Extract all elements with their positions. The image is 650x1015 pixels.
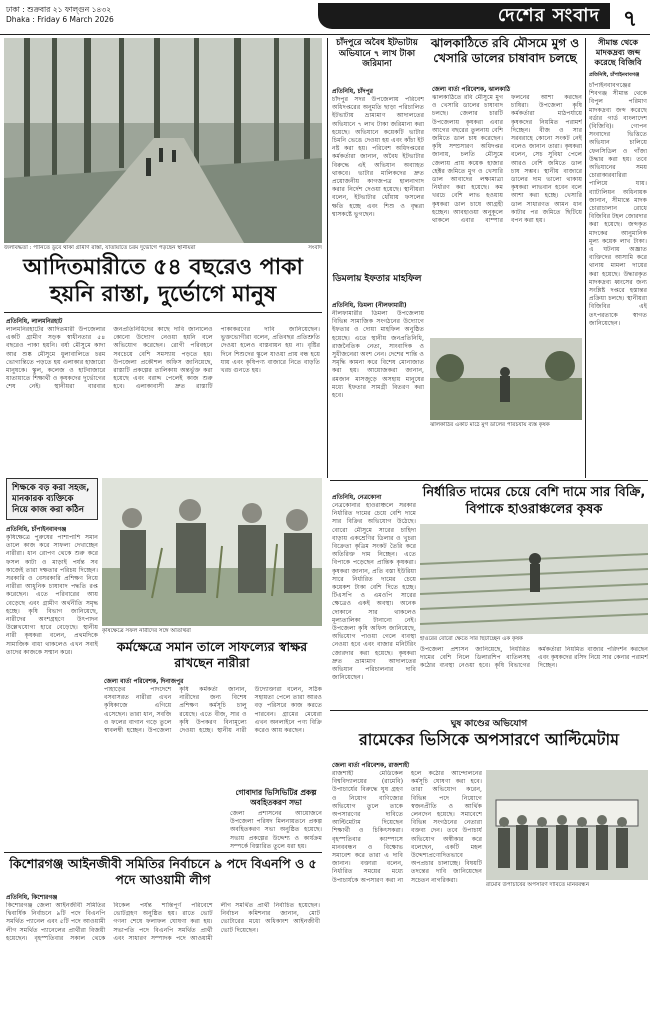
fertilizer-photo-caption: হাওরের বোরো ক্ষেতে সার ছিটাচ্ছেন এক কৃষক [420, 636, 523, 642]
lawyers-byline: প্রতিনিধি, কিশোরগঞ্জ [6, 894, 58, 901]
quote-box: শিক্ষকে বড় করা সহজ, মানকারক ব্যক্তিকে নিয়ে কাজ করা কঠিন [6, 478, 98, 520]
women-photo-caption: কৃষিক্ষেত্রে সফল নারীদের সঙ্গে অতিথিরা [102, 628, 191, 634]
fertilizer-body: নেত্রকোনার হাওরাঞ্চলে সরকার নির্ধারিত দামের চেয়ে বেশি দামে সার বিক্রির অভিযোগ উঠেছে। বোরো মৌসুমে সারের চাহিদা বাড়ায় একশ্রেণির ডিলার ও খুচরা বিক্রেতা কৃত্রিম সংকট তৈরি করে অতিরিক্ত দাম নিচ্ছেন। এতে বিপাকে পড়েছেন প্রান্তিক কৃষকরা। কৃষকরা জানান, প্রতি বস্তা ইউরিয়া সারে নির্ধারিত দামের চেয়ে কয়েকশ টাকা বেশি দিতে হচ্ছে। টিএসপি ও এমওপি সারের ক্ষেত্রেও একই অবস্থা। অনেক দোকানে সার থাকলেও মূল্যতালিকা টানানো নেই। উপজেলা কৃষি অফিস জানিয়েছে, অভিযোগ পাওয়া গেলে ব্যবস্থা নেওয়া হবে এবং বাজার মনিটরিং জোরদার করা হয়েছে। কৃষকরা দ্রুত ভ্রাম্যমাণ আদালতের অভিযান পরিচালনার দাবি জানিয়েছেন। [332, 502, 416, 682]
iftar-byline: প্রতিনিধি, ডিমলা (নীলফামারী) [332, 302, 407, 309]
dateline [6, 5, 114, 25]
notice-body: জেলা প্রশাসনের আয়োজনে উপজেলা পরিষদ মিলনায়তনে প্রকল্প অবহিতকরণ সভা অনুষ্ঠিত হয়েছে। সভায় প্রকল্পের উদ্দেশ্য ও কার্যক্রম সম্পর্কে বিস্তারিত তুলে ধরা হয়। [230, 810, 322, 850]
lead-photo-caption: জলাবদ্ধতা : পানিতে ডুবে থাকা গ্রামীণ রাস্তা, যাতায়াতে চরম দুর্ভোগে পড়ছেন স্থানীয়রা [4, 245, 196, 251]
lead-byline: প্রতিনিধি, লালমনিরহাট [6, 318, 63, 325]
date-english: Dhaka : Friday 6 March 2026 [6, 15, 114, 24]
fertilizer-byline: প্রতিনিধি, নেত্রকোনা [332, 494, 382, 501]
women-photo [102, 478, 322, 626]
fine-byline: প্রতিনিধি, চাঁদপুর [332, 88, 373, 95]
lead-photo-credit: সংবাদ [308, 245, 322, 251]
iftar-body: নীলফামারীর ডিমলা উপজেলায় বিভিন্ন সামাজিক সংগঠনের উদ্যোগে ইফতার ও দোয়া মাহফিল অনুষ্ঠিত হয়েছে। এতে স্থানীয় জনপ্রতিনিধি, রাজনৈতিক নেতা, সাংবাদিক ও সুধীজনেরা অংশ নেন। দেশের শান্তি ও সমৃদ্ধি কামনা করে বিশেষ মোনাজাত করা হয়। আয়োজকরা জানান, রমজান মাসজুড়ে অসহায় মানুষের মধ্যে ইফতার সামগ্রী বিতরণ করা হবে। [332, 310, 424, 400]
lentil-byline: জেলা বার্তা পরিবেশক, ঝালকাঠি [432, 86, 511, 93]
women-byline: প্রতিনিধি, চাঁপাইনবাবগঞ্জ [6, 526, 67, 533]
col-divider-left [327, 38, 328, 478]
ramek-byline: জেলা বার্তা পরিবেশক, রাজশাহী [332, 762, 410, 769]
lawyers-headline: কিশোরগঞ্জ আইনজীবী সমিতির নির্বাচনে ৯ পদে বিএনপি ও ৫ পদে আওয়ামী লীগ [9, 856, 317, 887]
lawyers-body: কিশোরগঞ্জ জেলা আইনজীবী সমিতির দ্বিবার্ষিক নির্বাচনে ৯টি পদে বিএনপি সমর্থিত প্যানেল এবং ৫টি পদে আওয়ামী লীগ সমর্থিত প্যানেলের প্রার্থীরা বিজয়ী হয়েছেন। বৃহস্পতিবার সকাল থেকে বিকেল পর্যন্ত শান্তিপূর্ণ পরিবেশে ভোটগ্রহণ অনুষ্ঠিত হয়। রাতে ভোট গণনা শেষে ফলাফল ঘোষণা করা হয়। সভাপতি পদে বিএনপি সমর্থিত প্রার্থী এবং সাধারণ সম্পাদক পদে আওয়ামী লীগ সমর্থিত প্রার্থী নির্বাচিত হয়েছেন। নির্বাচন কমিশনার জানান, মোট ভোটারের মধ্যে অধিকাংশ আইনজীবী ভোট দিয়েছেন। [6, 902, 320, 942]
women-body2: পাহাড়ের পাদদেশে বসবাসরত নারীরা এখন কৃষিকাজে এগিয়ে এসেছেন। তারা ধান, সবজি ও ফলের বাগান গড়ে তুলে স্বাবলম্বী হচ্ছেন। উপজেলা কৃষি কর্মকর্তা জানান, নারীদের জন্য বিশেষ প্রশিক্ষণ কর্মসূচি চালু রয়েছে। এতে বীজ, সার ও কৃষি উপকরণ বিনামূল্যে দেওয়া হচ্ছে। স্থানীয় নারী উদ্যোক্তারা বলেন, সঠিক সহায়তা পেলে তারা আরও বড় পরিসরে কাজ করতে পারবেন। গ্রামের মেয়েরা এখন অনলাইনে পণ্য বিক্রি করেও আয় করছেন। [104, 686, 322, 735]
lead-body: লালমনিরহাটের আদিতমারী উপজেলার একটি গ্রামীণ সড়ক স্বাধীনতার ৫৪ বছরেও পাকা হয়নি। বর্ষা মৌসুমে কাদা আর শুষ্ক মৌসুমে ধুলাবালিতে চরম ভোগান্তিতে পড়তে হয় এলাকার হাজারো মানুষকে। স্কুল, কলেজ ও হাটবাজারে যাতায়াতে শিক্ষার্থী ও কৃষকদের দুর্ভোগের শেষ নেই। স্থানীয়রা বারবার জনপ্রতিনিধিদের কাছে দাবি জানালেও কোনো উদ্যোগ নেওয়া হয়নি বলে অভিযোগ করেছেন। রোগী পরিবহনে সবচেয়ে বেশি সমস্যায় পড়তে হয়। উপজেলা প্রকৌশল অফিস জানিয়েছে, রাস্তাটি প্রকল্পের তালিকায় অন্তর্ভুক্ত করা হয়েছে এবং বরাদ্দ পেলেই কাজ শুরু হবে। এলাকাবাসী দ্রুত রাস্তাটি পাকাকরণের দাবি জানিয়েছেন। ভুক্তভোগীরা বলেন, প্রতিবছর প্রতিশ্রুতি দেওয়া হলেও বাস্তবায়ন হয় না। বৃষ্টির দিনে শিশুদের স্কুলে যাওয়া প্রায় বন্ধ হয়ে যায় এবং কৃষিপণ্য বাজারে নিতে বাড়তি খরচ গুনতে হয়। [6, 326, 320, 391]
lawyers-rule [4, 852, 322, 853]
page-number: ৭ [622, 7, 638, 32]
iftar-headline: ডিমলায় ইফতার মাহফিল [332, 274, 422, 284]
lead-photo [4, 38, 322, 243]
lead-rule [4, 312, 322, 313]
fine-headline: চাঁদপুরে অবৈধ ইটভাটায় অভিযানে ৭ লাখ টাকা জরিমানা [336, 38, 418, 69]
women-body: কৃষিক্ষেত্রে পুরুষের পাশাপাশি সমান তালে কাজ করে সাফল্য দেখাচ্ছেন নারীরা। ধান রোপণ থেকে শুরু করে ফসল কাটা ও মাড়াই পর্যন্ত সব কাজেই তারা দক্ষতার পরিচয় দিচ্ছেন। সরকারি ও বেসরকারি প্রশিক্ষণ নিয়ে নারীরা আধুনিক চাষাবাদ পদ্ধতি রপ্ত করেছেন। এতে পরিবারের আয় বেড়েছে এবং গ্রামীণ অর্থনীতি সমৃদ্ধ হচ্ছে। কৃষি বিভাগ জানিয়েছে, নারীদের অংশগ্রহণে উৎপাদন উল্লেখযোগ্য হারে বেড়েছে। স্থানীয় নারী কৃষকরা বলেন, প্রথমদিকে সামাজিক বাধা থাকলেও এখন সবাই তাদের কাজকে সম্মান করে। [6, 534, 98, 656]
fertilizer-rule [330, 480, 648, 481]
date-bangla: ঢাকা : শুক্রবার ২১ ফাল্গুন ১৪৩২ [6, 5, 112, 14]
ramek-kicker: ঘুষ কাণ্ডের অভিযোগ [450, 719, 528, 729]
col-divider-right [585, 38, 586, 478]
lentil-photo-caption: ঝালকাঠির একটি মাঠে মুগ ডালের পরিচর্যায় ব্যস্ত কৃষক [430, 422, 550, 428]
lentil-headline: ঝালকাঠিতে রবি মৌসমে মুগ ও খেসারি ডালের চাষাবাদ চলছে [430, 36, 580, 65]
ramek-body: রাজশাহী মেডিকেল বিশ্ববিদ্যালয়ের (রামেবি) উপাচার্যের বিরুদ্ধে ঘুষ গ্রহণ ও নিয়োগ বাণিজ্যের অভিযোগ তুলে তাকে অপসারণের দাবিতে আল্টিমেটাম দিয়েছেন শিক্ষার্থী ও চিকিৎসকরা। বৃহস্পতিবার ক্যাম্পাসে মানববন্ধন ও বিক্ষোভ সমাবেশ করে তারা এ দাবি জানান। বক্তারা বলেন, নির্ধারিত সময়ের মধ্যে উপাচার্যকে অপসারণ করা না হলে কঠোর আন্দোলনের কর্মসূচি ঘোষণা করা হবে। তারা অভিযোগ করেন, বিভিন্ন পদে নিয়োগে স্বজনপ্রীতি ও আর্থিক লেনদেন হয়েছে। সমাবেশে বিভিন্ন সংগঠনের নেতারা বক্তব্য দেন। তবে উপাচার্য অভিযোগ অস্বীকার করে বলেছেন, একটি মহল উদ্দেশ্যপ্রণোদিতভাবে অপপ্রচার চালাচ্ছে। বিষয়টি তদন্তের দাবি জানিয়েছেন সচেতন নাগরিকরা। [332, 770, 482, 884]
lentil-photo [430, 338, 582, 420]
fertilizer-body2: উপজেলা প্রশাসন জানিয়েছে, নির্ধারিত দামের বেশি নিলে ডিলারশিপ বাতিলসহ কঠোর ব্যবস্থা নেওয়া হবে। কৃষি বিভাগের কর্মকর্তারা নিয়মিত বাজার পরিদর্শন করছেন এবং কৃষকদের রসিদ নিয়ে সার কেনার পরামর্শ দিচ্ছেন। [420, 646, 648, 670]
fertilizer-headline: নির্ধারিত দামের চেয়ে বেশি দামে সার বিক্রি, বিপাকে হাওরাঞ্চলের কৃষক [422, 485, 646, 517]
section-banner: দেশের সংবাদ [318, 3, 610, 29]
bgb-byline: প্রতিনিধি, চাঁপাইনবাবগঞ্জ [589, 72, 640, 78]
bgb-headline: সীমান্ত থেকে মাদকদ্রব্য জব্দ করেছে বিজিবি [594, 38, 642, 67]
bgb-body: চাঁপাইনবাবগঞ্জের শিবগঞ্জ সীমান্ত থেকে বিপুল পরিমাণ মাদকদ্রব্য জব্দ করেছে বর্ডার গার্ড বাংলাদেশ (বিজিবি)। গোপন সংবাদের ভিত্তিতে অভিযান চালিয়ে ফেনসিডিল ও গাঁজা উদ্ধার করা হয়। তবে অভিযানের সময় চোরাকারবারিরা পালিয়ে যায়। ব্যাটালিয়ন অধিনায়ক জানান, সীমান্তে মাদক চোরাচালান রোধে বিজিবির টহল জোরদার করা হয়েছে। জব্দকৃত মাদকের আনুমানিক মূল্য কয়েক লাখ টাকা। এ ঘটনায় অজ্ঞাত ব্যক্তিদের আসামি করে থানায় মামলা দায়ের করা হয়েছে। উদ্ধারকৃত মাদকদ্রব্য ধ্বংসের জন্য সংশ্লিষ্ট দপ্তরে হস্তান্তর প্রক্রিয়া চলছে। স্থানীয়রা বিজিবির এই তৎপরতাকে স্বাগত জানিয়েছেন। [589, 82, 647, 327]
lentil-body: ঝালকাঠিতে রবি মৌসুমে মুগ ও খেসারি ডালের চাষাবাদ চলছে। জেলার চারটি উপজেলায় কৃষকরা এবার আগের বছরের তুলনায় বেশি জমিতে ডাল চাষ করেছেন। কৃষি সম্প্রসারণ অধিদপ্তর জানায়, চলতি মৌসুমে জেলায় প্রায় কয়েক হাজার হেক্টর জমিতে মুগ ও খেসারি ডাল আবাদের লক্ষ্যমাত্রা নির্ধারণ করা হয়েছে। কম খরচে বেশি লাভ হওয়ায় কৃষকরা ডাল চাষে আগ্রহী হচ্ছেন। আবহাওয়া অনুকূলে থাকলে এবার বাম্পার ফলনের আশা করছেন চাষিরা। উপজেলা কৃষি কর্মকর্তারা মাঠপর্যায়ে কৃষকদের নিয়মিত পরামর্শ দিচ্ছেন। বীজ ও সার সরবরাহে কোনো সংকট নেই বলেও জানান তারা। কৃষকরা বলেন, সেচ সুবিধা পেলে আরও বেশি জমিতে ডাল চাষ সম্ভব। স্থানীয় বাজারে ডালের দাম ভালো থাকায় কৃষকরা লাভবান হবেন বলে আশা করা হচ্ছে। খেসারি ডাল সাধারণত আমন ধান কাটার পর জমিতে ছিটিয়ে বপন করা হয়। [432, 94, 582, 225]
ramek-photo-caption: রামেবি উপাচার্যের অপসারণ দাবিতে মানববন্ধন [486, 882, 590, 888]
women-headline: কর্মক্ষেত্রে সমান তালে সাফল্যের স্বাক্ষর রাখছেন নারীরা [116, 639, 308, 670]
fertilizer-photo [420, 524, 648, 634]
lead-headline: আদিতমারীতে ৫৪ বছরেও পাকা হয়নি রাস্তা, দুর্ভোগে মানুষ [23, 255, 303, 307]
header-rule [0, 34, 650, 35]
ramek-headline: রামেকের ভিসিকে অপসারণে আল্টিমেটাম [358, 730, 620, 749]
women-byline2: জেলা বার্তা পরিবেশক, দিনাজপুর [104, 678, 184, 685]
ramek-photo [486, 770, 648, 880]
ramek-rule [330, 710, 648, 711]
notice-headline: গোবাদার ভিসিভিটির প্রকল্প অবহিতকরণ সভা [235, 788, 317, 807]
fine-body: চাঁদপুর সদর উপজেলায় পরিবেশ অধিদপ্তরের অনুমতি ছাড়া পরিচালিত ইটভাটায় ভ্রাম্যমাণ আদালতের অভিযানে ৭ লাখ টাকা জরিমানা করা হয়েছে। অভিযানে কয়েকটি ভাটার চিমনি ভেঙে দেওয়া হয় এবং কাঁচা ইট নষ্ট করা হয়। পরিবেশ অধিদপ্তরের কর্মকর্তারা জানান, অবৈধ ইটভাটার বিরুদ্ধে এই অভিযান অব্যাহত থাকবে। ভাটার মালিকদের দ্রুত প্রয়োজনীয় কাগজপত্র হালনাগাদ করার নির্দেশ দেওয়া হয়েছে। স্থানীয়রা বলেন, ইটভাটার ধোঁয়ায় ফসলের ক্ষতি হচ্ছে এবং শিশু ও বৃদ্ধরা শ্বাসকষ্টে ভুগছেন। [332, 96, 424, 218]
